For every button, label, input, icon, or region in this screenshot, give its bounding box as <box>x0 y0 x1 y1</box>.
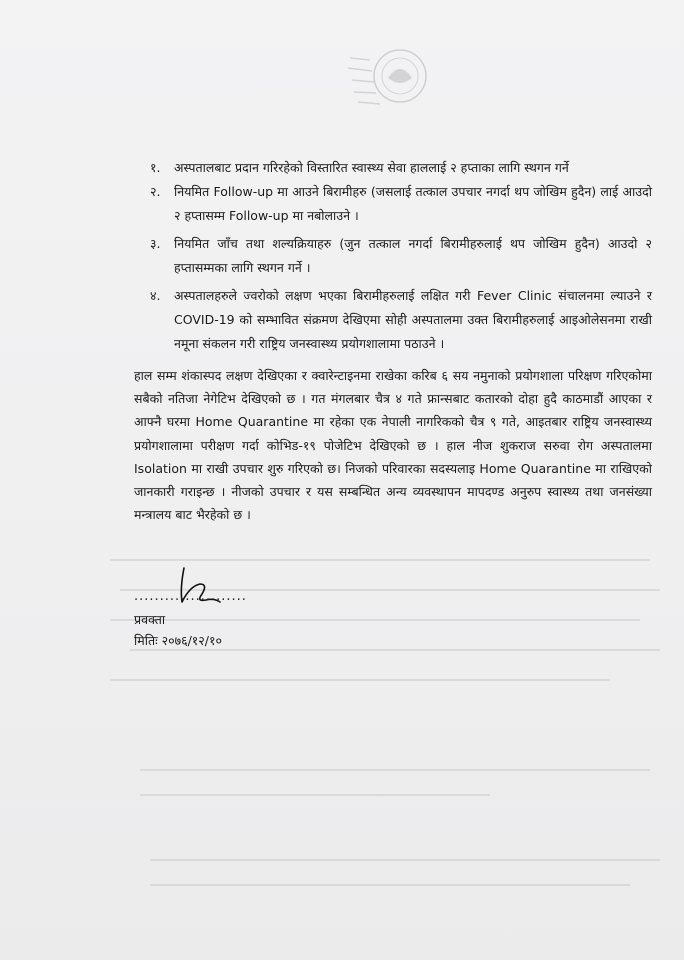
list-item-number: ४. <box>150 288 161 303</box>
body-paragraph: हाल सम्म शंकास्पद लक्षण देखिएका र क्वारेन्टाइनमा राखेका करिब ६ सय नमुनाको प्रयोगशाला परिक्षण गरिएकोमा सबैको नतिजा नेगेटिभ देखिएको छ । गत मंगलबार चैत्र ४ गते फ्रान्सबाट कतारको दोहा हुदै काठमाडौं आएका र आफ्नै घरमा Home Quarantine मा रहेका एक नेपाली नागरिकको चैत्र ९ गते, आइतबार राष्ट्रिय जनस्वास्थ्य प्रयोगशालामा परीक्षण गर्दा कोभिड-१९ पोजेटिभ देखिएको छ । हाल नीज शुकराज सरुवा रोग अस्पतालमा Isolation मा राखी उपचार शुरु गरिएको छ। निजको परिवारका सदस्यलाइ Home Quarantine मा राखिएको जानकारी गराइन्छ । नीजको उपचार र यस सम्बन्धित अन्य व्यवस्थापन मापदण्ड अनुरुप स्वास्थ्य तथा जनसंख्या मन्त्रालय बाट भैरहेको छ । <box>134 368 652 523</box>
signature-line: ...................... <box>134 589 247 604</box>
list-item-number: ३. <box>150 236 161 251</box>
list-item-text: अस्पतालहरुले ज्वरोको लक्षण भएका बिरामीहरुलाई लक्षित गरी Fever Clinic संचालनमा ल्याउने र COVID-19 को सम्भावित संक्रमण देखिएमा सोही अस्पतालमा उक्त बिरामीहरुलाई आइओलेसनमा राखी नमूना संकलन गरी राष्ट्रिय जनस्वास्थ्य प्रयोगशालामा पठाउने । <box>174 288 652 351</box>
list-item-text: अस्पतालबाट प्रदान गरिरहेको विस्तारित स्वास्थ्य सेवा हाललाई २ हप्ताका लागि स्थगन गर्ने <box>174 160 569 175</box>
faded-stamp-seal <box>340 38 450 128</box>
list-item <box>152 180 652 228</box>
list-item-number: २. <box>150 184 161 199</box>
list-item <box>152 156 652 180</box>
list-item <box>152 284 652 356</box>
list-item-text: नियमित Follow-up मा आउने बिरामीहरु (जसलाई तत्काल उपचार नगर्दा थप जोखिम हुदैन) लाई आउदो २ हप्तासम्म Follow-up मा नबोलाउने । <box>174 184 652 223</box>
list-item-text: नियमित जाँच तथा शल्यक्रियाहरु (जुन तत्काल नगर्दा बिरामीहरुलाई थप जोखिम हुदैन) आउदो २ हप्तासम्मका लागि स्थगन गर्ने । <box>174 236 652 275</box>
list-item <box>152 232 652 280</box>
signatory-title: प्रवक्ता <box>134 612 166 627</box>
document-date: मितिः २०७६/१२/१० <box>134 633 222 648</box>
list-item-number: १. <box>150 160 161 175</box>
